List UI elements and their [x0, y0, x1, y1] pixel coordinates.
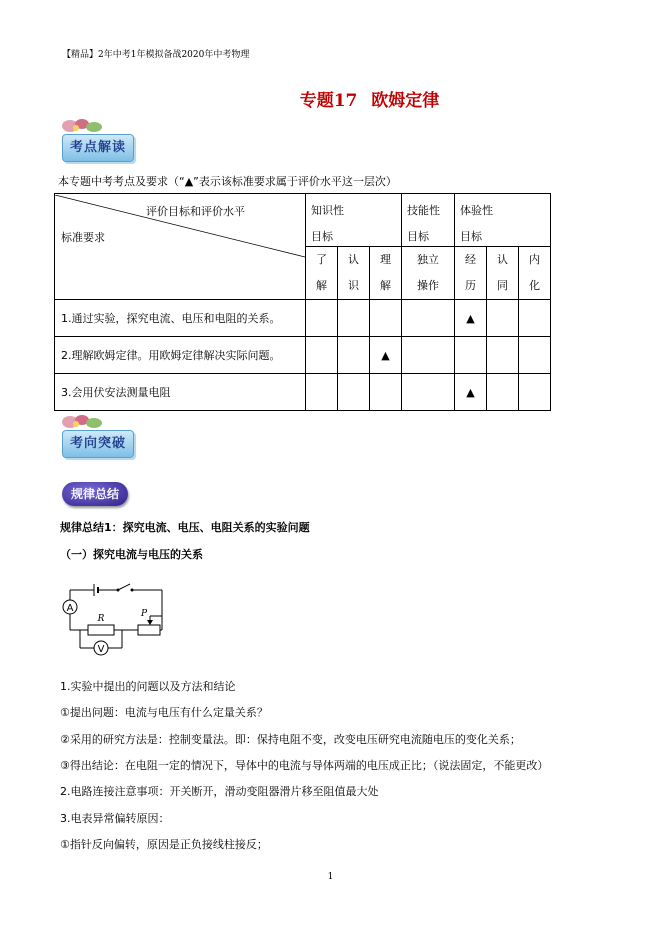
mark-cell [306, 300, 338, 337]
category-name: 体验性 [460, 204, 494, 217]
content-line: ①指针反向偏转，原因是正负接线柱接反； [60, 838, 268, 851]
summary-title: 规律总结1：探究电流、电压、电阻关系的实验问题 [60, 521, 310, 534]
corner-bottom-label: 标准要求 [61, 230, 105, 244]
mark-cell [306, 374, 338, 411]
content-line: ③得出结论：在电阻一定的情况下，导体中的电流与导体两端的电压成正比；（说法固定，不能更改） [60, 759, 549, 772]
kaodian-banner [58, 116, 168, 166]
mark-cell: ▲ [455, 374, 487, 411]
intro-text: 本专题中考考点及要求（“▲”表示该标准要求属于评价水平这一层次） [58, 175, 397, 188]
level-cell: 经 历 [455, 247, 487, 300]
mark-cell [402, 337, 455, 374]
content-line: ②采用的研究方法是：控制变量法。即：保持电阻不变，改变电压研究电流随电压的变化关系； [60, 733, 521, 746]
mark-cell [402, 300, 455, 337]
mark-cell [370, 300, 402, 337]
mark-cell [519, 374, 551, 411]
kaodian-label: 考点解读 [62, 134, 134, 162]
subsection-title: （一）探究电流与电压的关系 [60, 548, 203, 561]
requirements-table [54, 193, 551, 411]
circuit-diagram [58, 580, 178, 660]
title-topic: 专题17 [299, 91, 358, 111]
mark-cell [402, 374, 455, 411]
content-line: 2.电路连接注意事项：开关断开，滑动变阻器滑片移至阻值最大处 [60, 785, 379, 798]
resistor-label: R [97, 614, 105, 624]
page-title [0, 86, 661, 111]
category-experience [455, 194, 551, 247]
ammeter-label: A [66, 603, 74, 614]
mark-cell [306, 337, 338, 374]
slider-label: P [140, 609, 148, 619]
mark-cell: ▲ [370, 337, 402, 374]
mark-cell [370, 374, 402, 411]
mark-cell [338, 337, 370, 374]
mark-cell [487, 374, 519, 411]
page-header: 【精品】2年中考1年模拟备战2020年中考物理 [62, 50, 250, 60]
row-label: 1.通过实验，探究电流、电压和电阻的关系。 [55, 300, 306, 337]
kaoxiang-banner [58, 412, 168, 462]
table-row [55, 300, 551, 337]
content-line: 3.电表异常偏转原因： [60, 812, 170, 825]
level-cell: 了 解 [306, 247, 338, 300]
kaoxiang-label: 考向突破 [62, 430, 134, 458]
row-label: 3.会用伏安法测量电阻 [55, 374, 306, 411]
title-name: 欧姆定律 [371, 91, 440, 111]
mark-cell [455, 337, 487, 374]
row-label: 2.理解欧姆定律。用欧姆定律解决实际问题。 [55, 337, 306, 374]
content-line: ①提出问题：电流与电压有什么定量关系？ [60, 706, 268, 719]
summary-badge: 规律总结 [62, 482, 128, 506]
level-cell: 内 化 [519, 247, 551, 300]
table-corner-cell [55, 194, 306, 300]
level-cell: 认 同 [487, 247, 519, 300]
category-name: 知识性 [311, 204, 344, 217]
level-cell: 独立 操作 [402, 247, 455, 300]
category-name: 技能性 [407, 204, 441, 217]
corner-top-label: 评价目标和评价水平 [146, 204, 245, 218]
mark-cell [338, 300, 370, 337]
level-cell: 认 识 [338, 247, 370, 300]
mark-cell [487, 300, 519, 337]
page-number: 1 [327, 872, 334, 882]
category-knowledge [306, 194, 402, 247]
category-sub: 目标 [460, 230, 483, 243]
mark-cell [487, 337, 519, 374]
level-cell: 理 解 [370, 247, 402, 300]
mark-cell: ▲ [455, 300, 487, 337]
mark-cell [338, 374, 370, 411]
table-row [55, 374, 551, 411]
category-sub: 目标 [311, 230, 333, 243]
mark-cell [519, 300, 551, 337]
content-line: 1.实验中提出的问题以及方法和结论 [60, 680, 236, 693]
mark-cell [519, 337, 551, 374]
table-row [55, 337, 551, 374]
category-skill [402, 194, 455, 247]
category-sub: 目标 [407, 230, 430, 243]
voltmeter-label: V [97, 644, 105, 655]
